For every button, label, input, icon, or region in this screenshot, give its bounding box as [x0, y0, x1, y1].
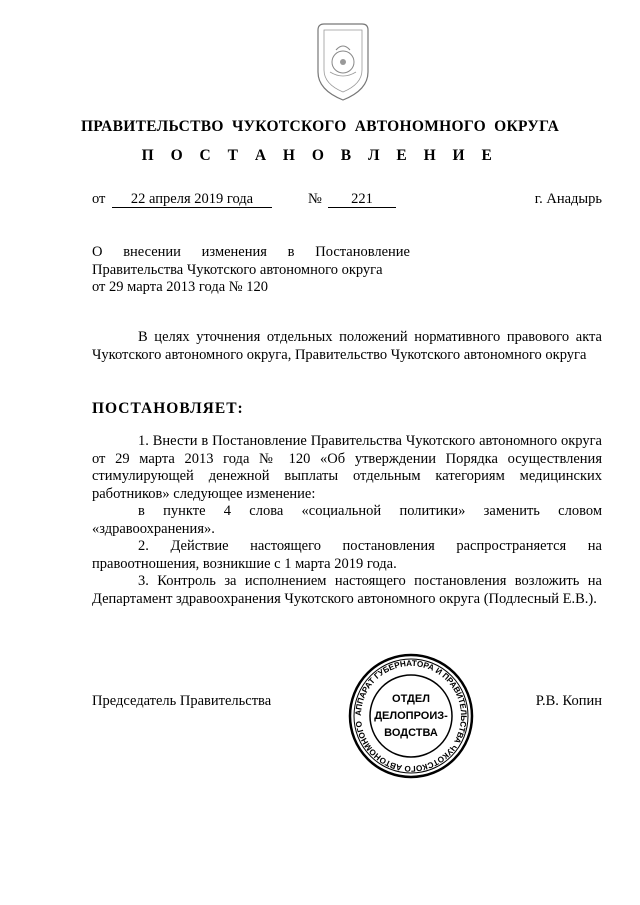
from-label: от	[92, 191, 106, 207]
document-subject	[92, 244, 410, 297]
decree-heading: ПОСТАНОВЛЯЕТ:	[92, 400, 244, 417]
preamble-paragraph: В целях уточнения отдельных положений нормативного правового акта Чукотского автономного округа, Правительство Чукотского автономного округа	[92, 329, 602, 363]
subject-line: О внесении изменения в Постановление	[92, 244, 410, 260]
coat-of-arms-emblem	[310, 20, 376, 104]
signatory-position: Председатель Правительства	[92, 693, 272, 709]
stamp-center-line: ОТДЕЛ	[392, 693, 430, 705]
document-date: 22 апреля 2019 года	[112, 192, 272, 208]
stamp-center-line: ВОДСТВА	[384, 727, 438, 739]
organization-heading: ПРАВИТЕЛЬСТВО ЧУКОТСКОГО АВТОНОМНОГО ОКРУГА	[80, 118, 560, 135]
item-2-paragraph: 2. Действие настоящего постановления распространяется на правоотношения, возникшие с 1 марта 2019 года.	[92, 538, 602, 572]
stamp-center-line: ДЕЛОПРОИЗ-	[374, 710, 448, 722]
document-number: 221	[328, 192, 396, 208]
number-label: №	[308, 191, 322, 207]
office-stamp	[348, 653, 474, 779]
item-3-paragraph: 3. Контроль за исполнением настоящего постановления возложить на Департамент здравоохранения Чукотского автономного округа (Подлесный Е.В.).	[92, 573, 602, 607]
document-type-title: П О С Т А Н О В Л Е Н И Е	[141, 147, 499, 164]
subject-line: Правительства Чукотского автономного округа	[92, 261, 383, 278]
signatory-name: Р.В. Копин	[535, 693, 602, 709]
item-1-subparagraph: в пункте 4 слова «социальной политики» заменить словом «здравоохранения».	[92, 503, 602, 537]
item-1-paragraph: 1. Внести в Постановление Правительства Чукотского автономного округа от 29 марта 2013 года № 120 «Об утверждении Порядка осуществления стимулирующей денежной выплаты отдельным категориям медицинских работников» следующее изменение:	[92, 433, 602, 502]
stamp-ring-text: АППАРАТ ГУБЕРНАТОРА И ПРАВИТЕЛЬСТВА ЧУКОТСКОГО АВТОНОМНОГО	[353, 658, 469, 774]
city: г. Анадырь	[534, 191, 602, 207]
subject-line: от 29 марта 2013 года № 120	[92, 279, 268, 295]
